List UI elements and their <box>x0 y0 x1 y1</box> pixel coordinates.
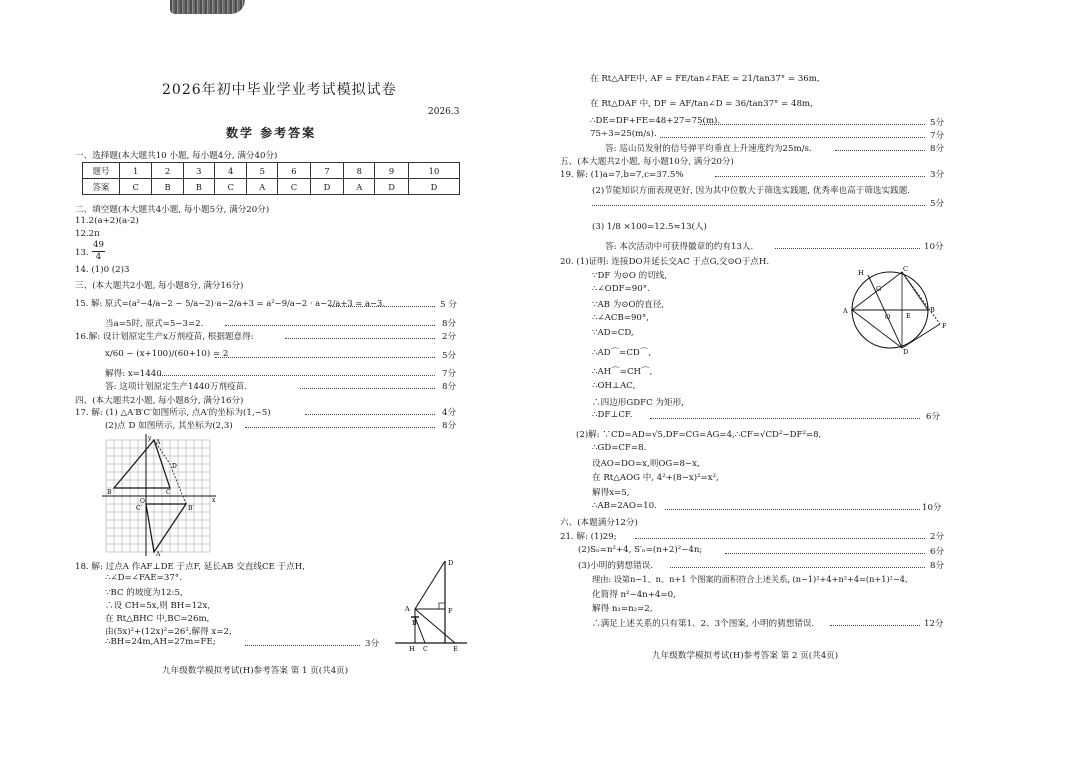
point-label-f: F <box>942 322 947 330</box>
answer-18-line2: ∴∠D=∠FAE=37°. <box>105 573 182 583</box>
answer-subtitle: 数学 参考答案 <box>226 126 317 140</box>
chord-ad <box>852 310 902 348</box>
point-label-a: A <box>156 439 161 446</box>
answer-page-2 <box>540 0 1080 763</box>
point-label-h: H <box>409 645 415 653</box>
leader-dots <box>245 645 360 646</box>
table-cell: A <box>344 179 375 195</box>
point-label-b: B <box>930 306 935 314</box>
answer-18-right-1: 在 Rt△AFE中, AF = FE/tan∠FAE = 21/tan37° = 36m, <box>590 74 820 84</box>
answer-18-line7: ∴BH=24m,AH=27m=FE; <box>105 637 216 647</box>
table-cell: C <box>278 179 310 195</box>
leader-dots <box>830 625 920 626</box>
table-row <box>83 179 460 195</box>
leader-dots <box>665 509 920 510</box>
exam-title: 2026年初中毕业学业考试模拟试卷 <box>162 82 397 98</box>
score-20-1: 6分 <box>926 412 941 422</box>
table-cell: 10 <box>408 163 459 179</box>
score-15-1: 5 分 <box>440 300 457 310</box>
table-cell: C <box>120 179 152 195</box>
table-cell: D <box>310 179 344 195</box>
point-label-o: O <box>885 313 891 321</box>
point-label-h: H <box>858 269 864 277</box>
answer-16-line1: 16.解: 设计划原定生产x万剂疫苗, 根据题意得: <box>75 332 254 342</box>
answer-20-8: ∴AH⌒=CH⌒, <box>592 367 653 377</box>
axis-label-y: y <box>148 435 152 442</box>
figure-17-grid <box>100 432 220 558</box>
point-label-e: E <box>906 312 911 320</box>
exam-date: 2026.3 <box>428 107 460 117</box>
point-label-e: E <box>453 645 458 653</box>
answer-20-14: 设AO=DO=x,则OG=8−x, <box>592 459 700 469</box>
answer-13-fraction <box>92 240 105 263</box>
answer-21-4: 理由: 设第n−1、n、n+1 个图案的面积符合上述关系, (n−1)²+4+n²+4=(n+1)²−4, <box>592 574 908 584</box>
table-cell: C <box>214 179 246 195</box>
score-21-2: 6分 <box>930 547 945 557</box>
answer-16-line3: 解得: x=1440 <box>105 369 162 379</box>
answer-21-7: ∴满足上述关系的只有第1、2、3个图案, 小明的猜想错误. <box>592 619 815 629</box>
axis-label-x: x <box>212 497 216 504</box>
leader-dots <box>285 338 435 339</box>
section1-heading: 一、选择题(本大题共10 小题, 每小题4分, 满分40分) <box>75 151 278 161</box>
score-19-2: 5分 <box>930 199 945 209</box>
score-17-1: 4分 <box>442 408 457 418</box>
leader-dots <box>215 357 435 358</box>
leader-dots <box>245 427 435 428</box>
table-cell: D <box>408 179 459 195</box>
table-cell: 3 <box>183 163 214 179</box>
score-21-1: 2分 <box>930 532 945 542</box>
point-label-d: D <box>903 348 909 354</box>
answer-18-line4: ∴设 CH=5x,则 BH=12x, <box>105 601 211 611</box>
right-angle-mark <box>439 603 445 609</box>
leader-dots <box>670 567 925 568</box>
leader-dots <box>660 137 925 138</box>
table-cell: 1 <box>120 163 152 179</box>
answer-19-1: 19. 解: (1)a=7,b=7,c=37.5% <box>560 170 684 180</box>
score-16-1: 2分 <box>442 332 457 342</box>
answer-20-12: (2)解: ∵CD=AD=√5,DF=CG=AG=4,∴CF=√CD²−DF²=8, <box>576 430 822 440</box>
answer-18-right-3: ∴DE=DF+FE=48+27=75(m). <box>590 116 721 126</box>
score-16-4: 8分 <box>442 382 457 392</box>
table-cell: D <box>375 179 409 195</box>
answer-20-1: 20. (1)证明: 连接DO并延长交AC 于点G,交⊙O于点H. <box>560 257 770 267</box>
score-20-2: 10分 <box>922 503 942 513</box>
leader-dots <box>225 325 435 326</box>
answer-20-3: ∴∠ODF=90°. <box>592 284 650 294</box>
leader-dots <box>715 176 925 177</box>
table-cell: 6 <box>278 163 310 179</box>
triangle-acb <box>852 272 928 310</box>
table-cell: 4 <box>214 163 246 179</box>
answer-18-right-2: 在 Rt△DAF 中, DF = AF/tan∠D = 36/tan37° = 48m, <box>590 99 813 109</box>
table-cell: 8 <box>344 163 375 179</box>
answer-19-conclusion: 答: 本次活动中可获得徽章的约有13人. <box>605 242 754 252</box>
answer-19-2: (2)节能知识方面表现更好, 因为其中位数大于筛选实践题, 优秀率也高于筛选实践题. <box>592 186 911 196</box>
fraction-numerator: 49 <box>93 240 104 250</box>
point-label-d: D <box>448 559 454 567</box>
section2-heading: 二、填空题(本大题共4小题, 每小题5分, 满分20分) <box>75 205 270 215</box>
point-label-a: A <box>405 605 410 613</box>
answer-18-line1: 18. 解: 过点A 作AF⊥DE 于点F, 延长AB 交直线CE 于点H, <box>75 562 305 572</box>
section3-heading: 三、(本大题共2小题, 每小题8分, 满分16分) <box>75 281 244 291</box>
answer-18-right-5: 答: 巡山员发射的信号弹平均垂直上升速度约为25m/s. <box>605 144 812 154</box>
table-cell: 7 <box>310 163 344 179</box>
answer-19-3: (3) 1/8 ×100=12.5≈13(人) <box>592 222 707 232</box>
score-21-3: 8分 <box>930 561 945 571</box>
point-label-a: A <box>843 307 848 315</box>
section6-heading: 六、(本题满分12分) <box>560 518 638 528</box>
answer-21-3: (3)小明的猜想错误. <box>578 561 654 571</box>
answer-18-line5: 在 Rt△BHC 中,BC=26m, <box>105 614 210 624</box>
table-cell: 9 <box>375 163 409 179</box>
score-18-4: 8分 <box>930 144 945 154</box>
figure-20-circle <box>840 266 952 354</box>
answer-20-9: ∴OH⊥AC, <box>592 381 636 391</box>
section5-heading: 五、(本大题共2小题, 每小题10分, 满分20分) <box>560 157 734 167</box>
answer-20-4: ∵AB 为⊙O的直径, <box>592 300 665 310</box>
leader-dots <box>300 388 435 389</box>
answer-11: 11.2(a+2)(a-2) <box>75 216 139 226</box>
page-footer-1: 九年级数学模拟考试(H)参考答案 第 1 页(共4页) <box>162 666 349 676</box>
score-21-4: 12分 <box>924 619 944 629</box>
point-label-b: B <box>412 619 417 627</box>
line-ad <box>415 561 445 609</box>
page-footer-2: 九年级数学模拟考试(H)参考答案 第 2 页(共4页) <box>652 651 839 661</box>
table-cell: B <box>183 179 214 195</box>
answer-20-11: ∴DF⊥CF. <box>592 410 633 420</box>
score-16-2: 5分 <box>442 351 457 361</box>
score-15-2: 8分 <box>442 319 457 329</box>
score-18-3: 7分 <box>930 131 945 141</box>
answer-18-right-4: 75÷3=25(m/s). <box>590 129 657 139</box>
point-label-f: F <box>448 607 453 615</box>
point-label-c: C <box>423 645 428 653</box>
leader-dots <box>725 553 925 554</box>
answer-20-17: ∴AB=2AO=10. <box>592 501 657 511</box>
point-label-c: C <box>903 266 908 273</box>
point-label-d: D <box>172 463 177 470</box>
fraction-denominator: 4 <box>95 252 102 262</box>
answer-20-5: ∴∠ACB=90°, <box>592 313 649 323</box>
point-label-c-prime: C′ <box>136 505 142 512</box>
leader-dots <box>700 124 925 125</box>
origin-label: O <box>140 498 145 505</box>
leader-dots <box>835 150 925 151</box>
answer-15-line2: 当a=5时, 原式=5−3=2. <box>105 319 204 329</box>
answer-21-1: 21. 解: (1)29; <box>560 532 617 542</box>
score-17-2: 8分 <box>442 421 457 431</box>
row-label-answer: 答案 <box>83 179 120 195</box>
score-18-1: 3分 <box>365 639 380 649</box>
leader-dots <box>635 538 925 539</box>
answer-21-5: 化简得 n²−4n+4=0, <box>592 590 676 600</box>
answer-18-line6: 由(5x)²+(12x)²=26²,解得 x=2, <box>105 627 232 637</box>
answer-21-2: (2)Sₙ=n²+4, S′ₙ=(n+2)²−4n; <box>578 545 703 555</box>
answer-20-13: ∴GD=CF=8. <box>592 443 647 453</box>
score-19-3: 10分 <box>924 242 944 252</box>
answer-20-2: ∵DF 为⊙O 的切线, <box>592 271 668 281</box>
figure-18-slope <box>395 555 470 653</box>
leader-dots <box>305 414 435 415</box>
table-cell: A <box>247 179 278 195</box>
choice-answer-table <box>82 162 460 195</box>
answer-21-6: 解得 n₁=n₂=2, <box>592 604 653 614</box>
answer-17-line2: (2)点 D 如图所示, 其坐标为(2,3) <box>105 421 233 431</box>
answer-16-equation: x/60 − (x+100)/(60+10) = 2 <box>105 349 229 359</box>
answer-18-line3: ∵BC 的坡度为12:5, <box>105 588 183 598</box>
answer-13-label: 13. <box>75 248 89 258</box>
answer-17-line1: 17. 解: (1) △A′B′C′如图所示, 点A′的坐标为(1,−5) <box>75 408 271 418</box>
table-cell: 2 <box>152 163 183 179</box>
answer-12: 12.2π <box>75 229 100 239</box>
point-label-c: C <box>166 489 171 496</box>
leader-dots <box>160 375 435 376</box>
answer-20-16: 解得x=5, <box>592 488 630 498</box>
answer-14: 14. (1)0 (2)3 <box>75 265 130 275</box>
score-16-3: 7分 <box>442 369 457 379</box>
table-row <box>83 163 460 179</box>
line-hd <box>868 275 902 348</box>
score-19-1: 3分 <box>930 170 945 180</box>
answer-20-15: 在 Rt△AOG 中, 4²+(8−x)²=x², <box>592 473 719 483</box>
answer-20-6: ∵AD=CD, <box>592 328 634 338</box>
tangent-df <box>902 324 940 348</box>
row-label-number: 题号 <box>83 163 120 179</box>
leader-dots <box>592 205 925 206</box>
leader-dots <box>330 306 435 307</box>
leader-dots <box>650 418 920 419</box>
answer-20-7: ∴AD⌒=CD⌒, <box>592 348 652 358</box>
point-label-b-prime: B′ <box>188 505 194 512</box>
point-label-a-prime: A′ <box>156 551 162 558</box>
section4-heading: 四、(本大题共2小题, 每小题8分, 满分16分) <box>75 396 244 406</box>
table-cell: B <box>152 179 183 195</box>
leader-dots <box>775 248 920 249</box>
answer-20-10: ∴四边形GDFC 为矩形, <box>592 398 684 408</box>
score-18-2: 5分 <box>930 118 945 128</box>
point-label-b: B <box>107 489 112 496</box>
answer-15-line1: 15. 解: 原式=(a²−4/a−2 − 5/a−2)·a−2/a+3 = a²−9/a−2 · a−2/a+3 = a−3. <box>75 298 386 308</box>
table-cell: 5 <box>247 163 278 179</box>
answer-16-line4: 答: 这项计划原定生产1440万剂疫苗. <box>105 382 247 392</box>
point-label-g: G <box>876 285 882 293</box>
